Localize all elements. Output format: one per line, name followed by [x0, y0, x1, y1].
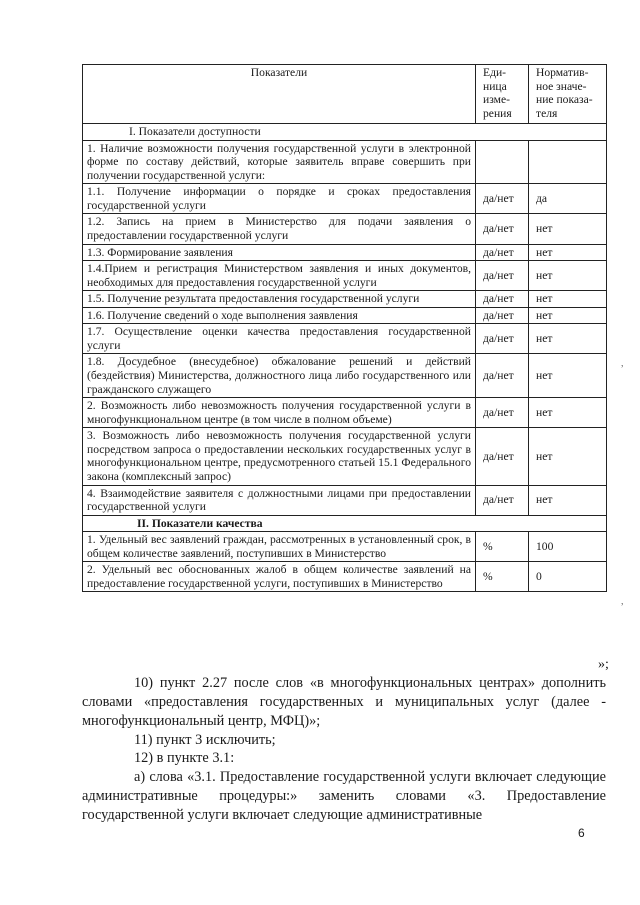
indicator-cell: 1.5. Получение результата предоставления государственной услуги	[83, 291, 476, 308]
norm-cell: нет	[529, 485, 607, 515]
unit-cell: да/нет	[476, 354, 529, 398]
header-unit-line: ница	[483, 79, 507, 93]
norm-cell: да	[529, 184, 607, 214]
indicator-cell: 1.8. Досудебное (внесудебное) обжалование решений и действий (бездействия) Министерства, должностного лица либо государственного или гражданского служащего	[83, 354, 476, 398]
margin-mark: ,	[621, 596, 624, 607]
indicator-cell: 1.2. Запись на прием в Министерство для подачи заявления о предоставлении государственной услуги	[83, 214, 476, 244]
table-row	[83, 307, 607, 324]
closing-quote: »;	[598, 657, 609, 672]
header-unit-line: изме-	[483, 93, 510, 107]
page-number: 6	[578, 826, 585, 840]
unit-cell: %	[476, 532, 529, 562]
table-row	[83, 485, 607, 515]
section-row	[83, 124, 607, 141]
norm-cell: нет	[529, 354, 607, 398]
section-row	[83, 515, 607, 532]
unit-cell: да/нет	[476, 307, 529, 324]
unit-cell: да/нет	[476, 261, 529, 291]
table-row	[83, 140, 607, 184]
indicator-cell: 1. Удельный вес заявлений граждан, рассмотренных в установленный срок, в общем количестве заявлений, поступивших в Министерство	[83, 532, 476, 562]
unit-cell: да/нет	[476, 214, 529, 244]
indicator-cell: 2. Удельный вес обоснованных жалоб в общем количестве заявлений на предоставление государственной услуги, поступивших в Министерство	[83, 562, 476, 592]
norm-cell: нет	[529, 307, 607, 324]
header-indicator: Показатели	[83, 65, 476, 124]
header-norm-line: Норматив-	[536, 66, 589, 79]
indicator-cell: 2. Возможность либо невозможность получения государственной услуги в многофункциональном центре (в том числе в полном объеме)	[83, 398, 476, 428]
unit-cell: да/нет	[476, 184, 529, 214]
indicator-cell: 1.1. Получение информации о порядке и сроках предоставления государственной услуги	[83, 184, 476, 214]
norm-cell: нет	[529, 244, 607, 261]
norm-cell: нет	[529, 324, 607, 354]
header-norm-line: ное значе-	[536, 79, 587, 93]
norm-cell: нет	[529, 261, 607, 291]
header-norm	[529, 65, 607, 124]
table-row	[83, 324, 607, 354]
indicators-table	[82, 64, 607, 592]
table-row	[83, 562, 607, 592]
norm-cell: нет	[529, 214, 607, 244]
paragraph: а) слова «3.1. Предоставление государственной услуги включает следующие административные процедуры:» заменить словами «3. Предоставление государственной услуги включает следующие административные	[82, 769, 606, 824]
norm-cell: нет	[529, 398, 607, 428]
indicator-cell: 4. Взаимодействие заявителя с должностными лицами при предоставлении государственной услуги	[83, 485, 476, 515]
table-row	[83, 398, 607, 428]
table-row	[83, 184, 607, 214]
table-row	[83, 244, 607, 261]
header-unit	[476, 65, 529, 124]
table-row	[83, 428, 607, 485]
unit-cell: %	[476, 562, 529, 592]
amendment-text	[82, 674, 606, 825]
paragraph: 12) в пункте 3.1:	[134, 750, 235, 767]
unit-cell: да/нет	[476, 244, 529, 261]
table-header-row	[83, 65, 607, 124]
header-unit-line: рения	[483, 106, 512, 120]
table-row	[83, 291, 607, 308]
indicator-cell: 1. Наличие возможности получения государственной услуги в электронной форме по составу действий, которые заявитель вправе совершить при получении государственной услуги:	[83, 140, 476, 184]
table-row	[83, 532, 607, 562]
unit-cell: да/нет	[476, 428, 529, 485]
header-norm-line: ние показа-	[536, 93, 593, 107]
unit-cell: да/нет	[476, 291, 529, 308]
margin-mark: ,	[621, 358, 624, 369]
indicator-cell: 1.7. Осуществление оценки качества предоставления государственной услуги	[83, 324, 476, 354]
section-title: I. Показатели доступности	[83, 124, 607, 141]
table-row	[83, 261, 607, 291]
unit-cell	[476, 140, 529, 184]
unit-cell: да/нет	[476, 398, 529, 428]
unit-cell: да/нет	[476, 485, 529, 515]
header-unit-line: Еди-	[483, 66, 507, 79]
indicator-cell: 1.4.Прием и регистрация Министерством заявления и иных документов, необходимых для предоставления государственной услуги	[83, 261, 476, 291]
norm-cell: 100	[529, 532, 607, 562]
indicator-cell: 1.3. Формирование заявления	[83, 244, 476, 261]
indicator-cell: 1.6. Получение сведений о ходе выполнения заявления	[83, 307, 476, 324]
norm-cell	[529, 140, 607, 184]
indicator-cell: 3. Возможность либо невозможность получения государственной услуги посредством запроса о предоставлении нескольких государственных услуг в многофункциональном центре, предусмотренного статьей 15.1 Федерального закона (комплексный запрос)	[83, 428, 476, 485]
norm-cell: 0	[529, 562, 607, 592]
paragraph: 11) пункт 3 исключить;	[134, 731, 276, 748]
norm-cell: нет	[529, 291, 607, 308]
table-row	[83, 354, 607, 398]
paragraph: 10) пункт 2.27 после слов «в многофункциональных центрах» дополнить словами «предоставления государственных и муниципальных услуг (далее - многофункциональный центр, МФЦ)»;	[82, 675, 606, 729]
unit-cell: да/нет	[476, 324, 529, 354]
section-title: II. Показатели качества	[83, 515, 607, 532]
table-row	[83, 214, 607, 244]
header-norm-line: теля	[536, 106, 558, 120]
norm-cell: нет	[529, 428, 607, 485]
